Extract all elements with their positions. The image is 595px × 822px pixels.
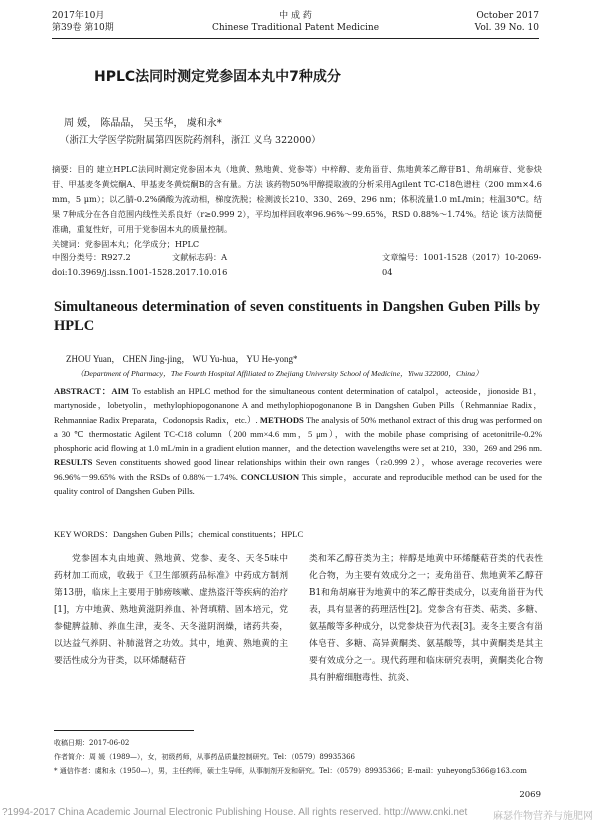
watermark-text: 麻瑟作物营养与施肥网 [493,811,593,822]
abstract-cn-text: 摘要：目的 建立HPLC法同时测定党参固本丸（地黄、熟地黄、党参等）中梓醇、麦角甾苷、焦地黄苯乙醇苷B1、角胡麻苷、党参炔苷、甲基麦冬黄烷酮A、甲基麦冬黄烷酮B的含有量。方法 该药物50%甲醇提取液的分析采用Agilent TC-C18色谱柱（200 mm×4.6 mm，5 μm）；以乙腈-0.2%磷酸为流动相，梯度洗脱；检测波长210、330、269、296 nm；体积流量1.0 mL/min；柱温30℃。结果 7种成分在各自范围内线性关系良好（r≥0.999 2），平均加样回收率96.96%～99.65%，RSD 0.88%～1.74%。结论 该方法简便准确，重复性好，可用于党参固本丸的质量控制。 [52,164,542,234]
abstract-en [54,384,542,498]
body-column-right [309,551,543,687]
volume-cn: 第39卷 第10期 [52,23,114,33]
abstract-conclusion-label: CONCLUSION [240,471,300,482]
author-intro: 作者简介：周 媛（1989—），女，初级药师，从事药品质量控制研究。Tel：（0579）89935366 [54,753,355,761]
article-title-cn: HPLC法同时测定党参固本丸中7种成分 [94,69,341,85]
copyright-bar [0,806,595,822]
abstract-results: Seven constituents showed good linear relationships within their own ranges（r≥0.999 2），whose average recoveries were 96.96%－99.65% with the RSDs of 0.88%－1.74%. [54,457,542,482]
volume-en: Vol. 39 No. 10 [474,23,539,33]
abstract-aim: To establish an HPLC method for the simultaneous content determination of catalpol，acteoside，jionoside B1，martynoside，lobetyolin，methylophiopogonanone A and methylophiopogonanone B in Dangshen Guben Pills（Rehmanniae Radix，Rehmanniae Radix Preparata，Codonopsis Radix，etc.）. [54,386,542,425]
issue-info-en [475,10,539,34]
footnote-divider [54,730,194,731]
abstract-methods-label: METHODS [259,414,304,425]
journal-name-en: Chinese Traditional Patent Medicine [211,23,380,33]
body-paragraph: 类和苯乙醇苷类为主；梓醇是地黄中环烯醚萜苷类的代表性化合物，为主要有效成分之一；麦角甾苷、焦地黄苯乙醇苷B1和角胡麻苷为地黄中的苯乙醇苷类成分，以麦角甾苷为代表，具有显著的药理活性[2]。党参含有苷类、萜类、多糖、氨基酸等多种成分，以党参炔苷为代表[3]。麦冬主要含有甾体皂苷、多糖、高异黄酮类、氨基酸等，其中黄酮类是其主要有效成分之一。现代药理和临床研究表明，黄酮类化合物具有肿瘤细胞毒性、抗炎、 [309,554,543,683]
affiliation-en: （Department of Pharmacy，The Fourth Hospital Affiliated to Zhejiang University School of Medicine，Yiwu 322000，China） [76,369,483,378]
running-header [52,8,539,48]
corresponding-author: * 通信作者：虞和永（1950—），男，主任药师，硕士生导师，从事制剂开发和研究。Tel：（0579）89935366；E-mail：yuheyong5366@163.com [54,767,527,775]
authors-cn: 周 媛， 陈晶晶， 吴玉华， 虞和永* [64,118,222,129]
keywords-en: KEY WORDS：Dangshen Guben Pills；chemical constituents；HPLC [54,529,304,539]
header-divider [52,38,539,39]
body-column-left [54,551,288,670]
abstract-results-label: RESULTS [54,457,93,468]
document-code: 文献标志码：A [172,252,228,262]
article-title-en: Simultaneous determination of seven constituents in Dangshen Guben Pills by HPLC [54,299,540,334]
issue-date-cn: 2017年10月 [52,11,105,21]
abstract-methods: The analysis of 50% methanol extract of this drug was performed on a 30 ℃ thermostatic Agilent TC-C18 column（200 mm×4.6 mm，5 μm），with the mobile phase comprising of acetonitrile-0.2% phosphoric acid flowing at 1.0 mL/min in a gradient elution manner，and the detection wavelengths were set at 210，330，269 and 296 nm. [54,414,542,454]
abstract-cn [52,162,542,252]
body-paragraph: 党参固本丸由地黄、熟地黄、党参、麦冬、天冬5味中药材加工而成，收载于《卫生部颁药品标准》中药成方制剂第13册，临床上主要用于肺痨咳嗽、虚热盗汗等疾病的治疗[1]，方中地黄、熟地黄滋阴养血、补肾填精、固本培元，党参健脾益肺、养血生津，麦冬、天冬滋阴润燥，诸药共奏，以达益气养阴、补肺滋肾之功效。其中，地黄、熟地黄的主要活性成分为苷类，以环烯醚萜苷 [54,554,288,666]
article-number: 文章编号：1001-1528（2017）10-2069-04 [382,252,542,277]
journal-name [52,10,539,34]
affiliation-cn: （浙江大学医学院附属第四医院药剂科，浙江 义乌 322000） [60,135,321,146]
abstract-aim-label: ABSTRACT：AIM [54,386,130,396]
received-date: 收稿日期：2017-06-02 [54,739,130,747]
abstract-conclusion: This simple，accurate and reproducible method can be used for the quality control of Dangshen Guben Pills. [54,471,542,497]
page-number: 2069 [519,790,541,800]
journal-name-cn: 中 成 药 [279,11,312,21]
keywords-cn: 关键词：党参固本丸；化学成分；HPLC [52,239,200,249]
authors-en: ZHOU Yuan， CHEN Jing-jing， WU Yu-hua， YU He-yong* [66,354,298,364]
issue-date-en: October 2017 [476,11,539,21]
doi[interactable]: doi:10.3969/j.issn.1001-1528.2017.10.016 [52,267,228,277]
copyright-notice: ?1994-2017 China Academic Journal Electronic Publishing House. All rights reserved. http://www.cnki.net [2,807,468,818]
footnotes [54,736,542,778]
classification-info [52,250,542,280]
clc-number: 中图分类号：R927.2 [52,252,131,262]
